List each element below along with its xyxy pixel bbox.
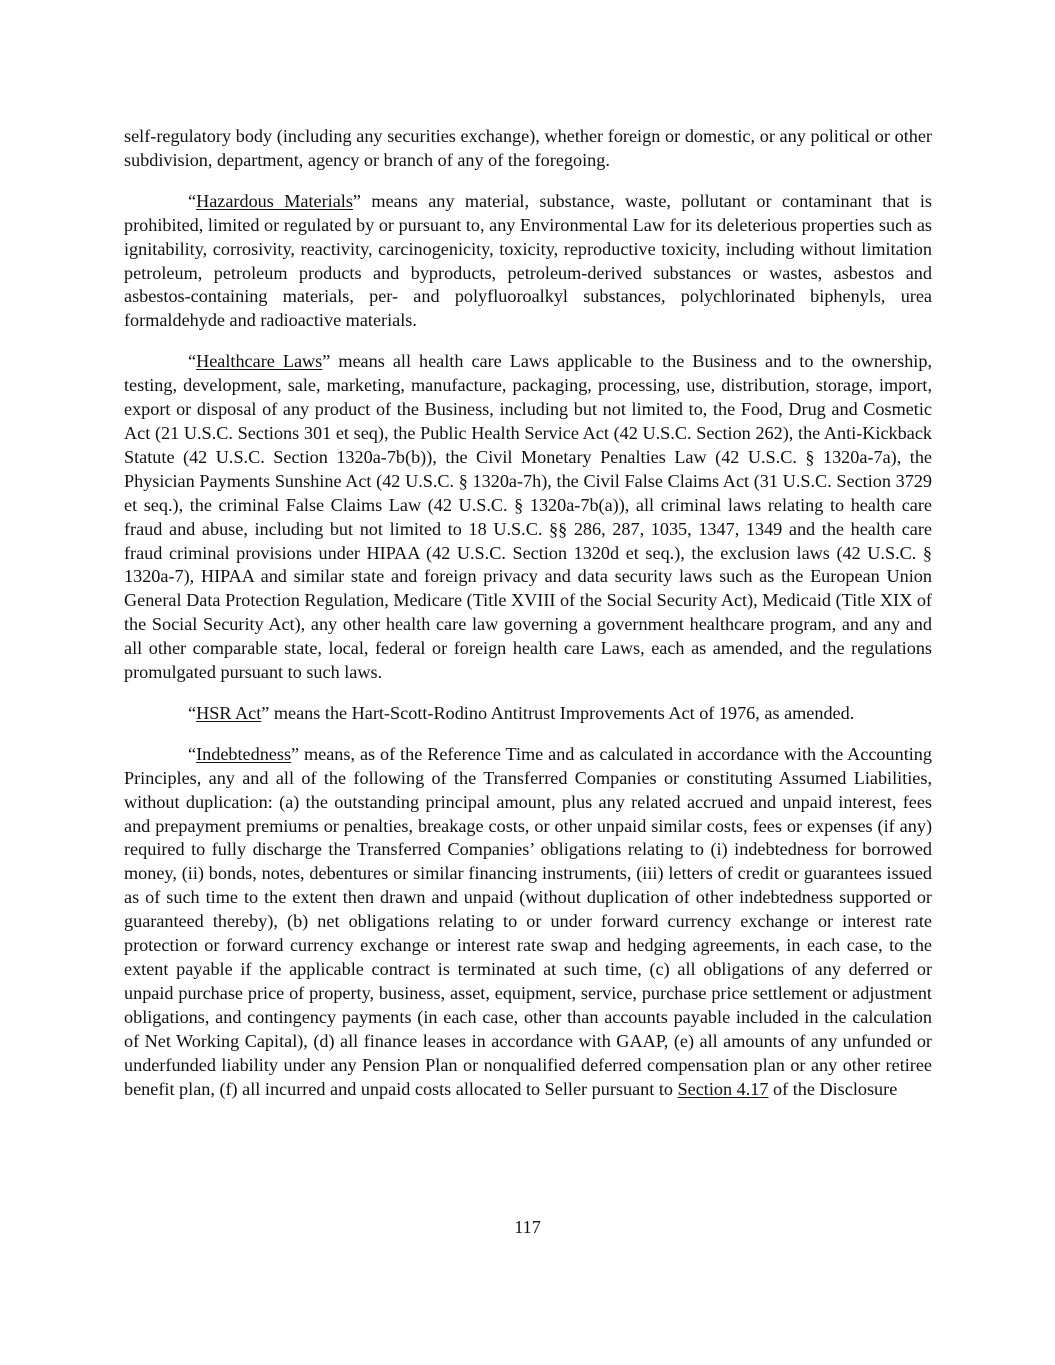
open-quote: “ bbox=[188, 351, 197, 372]
open-quote: “ bbox=[188, 190, 197, 211]
definition-text: ” means all health care Laws applicable to the Business and to the ownership, testing, development, sale, marketing, manufacture, packaging, processing, use, distribution, storage, import, export or disposal of any product of the Business, including but not limited to, the Food, Drug and Cosmetic Act (21 U.S.C. Sections 301 et seq), the Public Health Service Act (42 U.S.C. Section 262), the Anti-Kickback Statute (42 U.S.C. Section 1320a-7b(b)), the Civil Monetary Penalties Law (42 U.S.C. § 1320a-7a), the Physician Payments Sunshine Act (42 U.S.C. § 1320a-7h), the Civil False Claims Act (31 U.S.C. Section 3729 et seq.), the criminal False Claims Law (42 U.S.C. § 1320a-7b(a)), all criminal laws relating to health care fraud and abuse, including but not limited to 18 U.S.C. §§ 286, 287, 1035, 1347, 1349 and the health care fraud criminal provisions under HIPAA (42 U.S.C. Section 1320d et seq.), the exclusion laws (42 U.S.C. § 1320a-7), HIPAA and similar state and foreign privacy and data security laws such as the European Union General Data Protection Regulation, Medicare (Title XVIII of the Social Security Act), Medicaid (Title XIX of the Social Security Act), any other health care law governing a government healthcare program, and any and all other comparable state, local, federal or foreign health care Laws, each as amended, and the regulations promulgated pursuant to such laws. bbox=[124, 351, 932, 683]
document-body bbox=[124, 125, 932, 1118]
definition-text-tail: of the Disclosure bbox=[768, 1078, 898, 1099]
definition-healthcare-laws bbox=[124, 350, 932, 685]
paragraph-continuation bbox=[124, 125, 932, 173]
continuation-text: self-regulatory body (including any securities exchange), whether foreign or domestic, or any political or other subdivision, department, agency or branch of any of the foregoing. bbox=[124, 126, 932, 170]
defined-term-hsr-act: HSR Act bbox=[196, 702, 262, 723]
defined-term-hazardous-materials: Hazardous Materials bbox=[196, 190, 353, 211]
definition-hsr-act bbox=[124, 702, 932, 726]
defined-term-healthcare-laws: Healthcare Laws bbox=[196, 351, 323, 372]
definition-text: ” means, as of the Reference Time and as calculated in accordance with the Accounting Principles, any and all of the following of the Transferred Companies or constituting Assumed Liabilities, without duplication: (a) the outstanding principal amount, plus any related accrued and unpaid interest, fees and prepayment premiums or penalties, breakage costs, or other unpaid similar costs, fees or expenses (if any) required to fully discharge the Transferred Companies’ obligations relating to (i) indebtedness for borrowed money, (ii) bonds, notes, debentures or similar financing instruments, (iii) letters of credit or guarantees issued as of such time to the extent then drawn and unpaid (without duplication of other indebtedness supported or guaranteed thereby), (b) net obligations relating to or under forward currency exchange or interest rate protection or forward currency exchange or interest rate swap and hedging agreements, in each case, to the extent payable if the applicable contract is terminated at such time, (c) all obligations of any deferred or unpaid purchase price of property, business, asset, equipment, service, purchase price settlement or adjustment obligations, and contingency payments (in each case, other than accounts payable included in the calculation of Net Working Capital), (d) all finance leases in accordance with GAAP, (e) all amounts of any unfunded or underfunded liability under any Pension Plan or nonqualified deferred compensation plan or any other retiree benefit plan, (f) all incurred and unpaid costs allocated to Seller pursuant to bbox=[124, 743, 932, 1099]
definition-indebtedness bbox=[124, 743, 932, 1102]
open-quote: “ bbox=[188, 743, 197, 764]
page-number: 117 bbox=[514, 1217, 541, 1237]
defined-term-indebtedness: Indebtedness bbox=[196, 743, 292, 764]
open-quote: “ bbox=[188, 702, 197, 723]
definition-text: ” means any material, substance, waste, pollutant or contaminant that is prohibited, limited or regulated by or pursuant to, any Environmental Law for its deleterious properties such as ignitability, corrosivity, reactivity, carcinogenicity, toxicity, reproductive toxicity, including without limitation petroleum, petroleum products and byproducts, petroleum-derived substances or wastes, asbestos and asbestos-containing materials, per- and polyfluoroalkyl substances, polychlorinated biphenyls, urea formaldehyde and radioactive materials. bbox=[124, 190, 933, 331]
section-cross-reference: Section 4.17 bbox=[677, 1078, 769, 1099]
definition-hazardous-materials bbox=[124, 190, 932, 333]
definition-text: ” means the Hart-Scott-Rodino Antitrust Improvements Act of 1976, as amended. bbox=[261, 702, 855, 723]
